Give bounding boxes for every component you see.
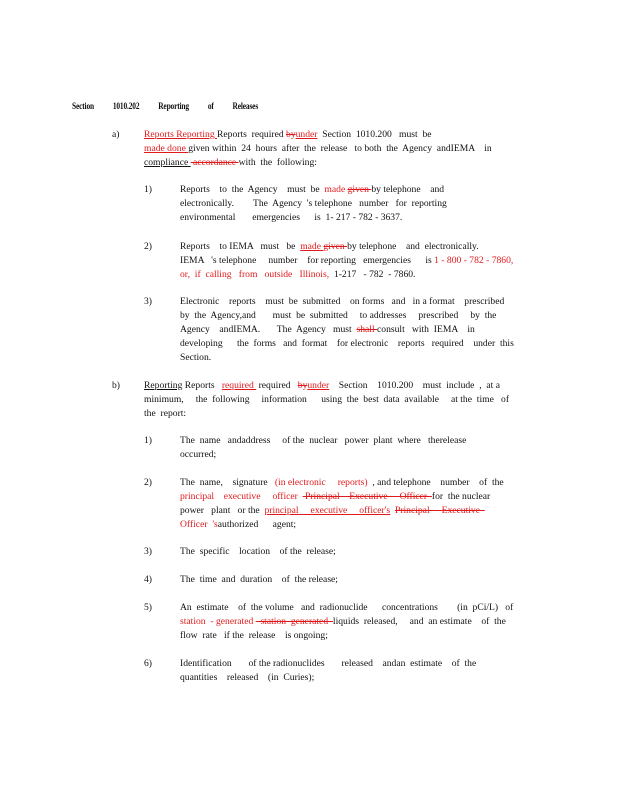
b-item-6-text bbox=[180, 657, 476, 685]
text-run: required bbox=[256, 380, 298, 391]
text-run: liquids released, and an estimate of the bbox=[332, 615, 506, 627]
heading-section-number: 1010.202 bbox=[112, 102, 140, 112]
b-item-4-label: 4) bbox=[144, 574, 152, 585]
text-run: developing the forms and format for electronic reports required under this bbox=[180, 337, 514, 349]
text-line bbox=[180, 545, 336, 559]
text-run: The time and duration of the release; bbox=[180, 574, 338, 585]
text-run: , and telephone number of the bbox=[367, 477, 504, 488]
text-run: Reporting bbox=[144, 380, 183, 391]
a-item-1-label: 1) bbox=[144, 184, 152, 195]
text-line bbox=[180, 448, 466, 462]
text-run: Section 1010.200 must include , at a bbox=[329, 380, 501, 391]
deleted-text: by bbox=[286, 129, 296, 140]
a-item-3-label: 3) bbox=[144, 296, 152, 307]
b-item-5-text bbox=[180, 601, 513, 643]
text-run: Reports required bbox=[217, 129, 287, 140]
text-line bbox=[180, 268, 513, 282]
text-line bbox=[180, 434, 466, 448]
b-item-1-label: 1) bbox=[144, 435, 152, 446]
text-line bbox=[144, 142, 492, 156]
deleted-text: Principal Executive Officer bbox=[302, 490, 432, 502]
text-run: consult with IEMA in bbox=[377, 323, 475, 335]
a-item-2-text bbox=[180, 240, 513, 282]
inserted-text: station - generated bbox=[180, 615, 256, 627]
text-line bbox=[180, 211, 447, 225]
b-item-2-label: 2) bbox=[144, 477, 152, 488]
text-run: minimum, the following information using the best data available at the time of bbox=[144, 393, 510, 405]
text-line bbox=[144, 393, 509, 407]
text-run: The specific location of the release; bbox=[180, 546, 336, 557]
text-run: Reports bbox=[182, 380, 222, 391]
text-line bbox=[180, 601, 513, 615]
b-item-1-text bbox=[180, 434, 466, 462]
deleted-text: station generated bbox=[255, 615, 333, 627]
text-run: electronically. The Agency 's telephone number for reporting bbox=[180, 197, 447, 209]
heading-section-word: Section bbox=[72, 102, 94, 112]
text-run: given within 24 hours after the release to both the Agency andIEMA in bbox=[188, 142, 492, 154]
text-line bbox=[180, 490, 504, 504]
text-line bbox=[180, 323, 514, 337]
b-item-3-label: 3) bbox=[144, 546, 152, 557]
para-a-label: a) bbox=[112, 129, 120, 140]
a-item-3-text bbox=[180, 295, 514, 365]
a-item-2-label: 2) bbox=[144, 241, 152, 252]
text-line bbox=[180, 657, 476, 671]
inserted-text: made done bbox=[144, 142, 189, 154]
text-run: IEMA 's telephone number for reporting emergencies is bbox=[180, 254, 435, 266]
b-item-4-text bbox=[180, 573, 338, 587]
text-run: The name andaddress of the nuclear power plant where therelease bbox=[180, 435, 467, 446]
deleted-text: given bbox=[347, 184, 372, 195]
text-line bbox=[180, 337, 514, 351]
text-run: Section 1010.200 must be bbox=[317, 129, 432, 140]
deleted-text: shall bbox=[356, 323, 378, 335]
heading-word-of: of bbox=[207, 102, 214, 112]
inserted-text: made bbox=[324, 184, 346, 195]
text-line bbox=[180, 629, 513, 643]
text-line bbox=[180, 351, 514, 365]
text-run: authorized agent; bbox=[217, 518, 297, 530]
deleted-text: by bbox=[297, 380, 308, 391]
text-line bbox=[180, 309, 514, 323]
text-run: power plant or the bbox=[180, 504, 265, 516]
text-run: flow rate if the release is ongoing; bbox=[180, 629, 328, 641]
inserted-text: under bbox=[307, 380, 330, 391]
b-item-5-label: 5) bbox=[144, 602, 152, 613]
inserted-text: (in electronic reports) bbox=[274, 477, 368, 488]
text-line bbox=[180, 197, 447, 211]
text-line bbox=[144, 128, 492, 142]
text-run: Agency andIEMA. The Agency must bbox=[180, 323, 357, 335]
text-line bbox=[144, 156, 492, 170]
inserted-text: made bbox=[300, 241, 324, 252]
text-run: The name, signature bbox=[180, 477, 275, 488]
text-run: An estimate of the volume and radionuclide concentrations (in pCi/L) of bbox=[180, 602, 514, 613]
text-run: 1-217 - 782 - 7860. bbox=[329, 268, 416, 280]
inserted-text: required bbox=[221, 380, 257, 391]
text-run: by telephone and bbox=[371, 184, 445, 195]
text-run: occurred; bbox=[180, 448, 217, 460]
text-line bbox=[180, 295, 514, 309]
text-line bbox=[180, 615, 513, 629]
a-item-1-text bbox=[180, 183, 447, 225]
text-run: Reports to IEMA must be bbox=[180, 241, 301, 252]
text-line bbox=[180, 240, 513, 254]
text-line bbox=[180, 183, 447, 197]
inserted-text: Reports Reporting bbox=[144, 129, 218, 140]
inserted-text: Officer 's bbox=[180, 518, 218, 530]
section-heading bbox=[72, 102, 275, 112]
inserted-text: or, if calling from outside Illinois, bbox=[180, 268, 330, 280]
text-line bbox=[180, 671, 476, 685]
text-run: Section. bbox=[180, 351, 212, 363]
text-run: quantities released (in Curies); bbox=[180, 671, 315, 683]
heading-word-reporting: Reporting bbox=[158, 102, 189, 112]
inserted-text: principal executive officer's bbox=[264, 504, 391, 516]
deleted-text: given bbox=[323, 241, 348, 252]
b-item-2-text bbox=[180, 476, 504, 532]
inserted-text: principal executive officer bbox=[180, 490, 303, 502]
text-run: by telephone and electronically. bbox=[347, 241, 479, 252]
para-b-label: b) bbox=[112, 380, 120, 391]
deleted-text: Principal Executive bbox=[394, 504, 485, 516]
inserted-text: under bbox=[295, 129, 318, 140]
text-run: the report: bbox=[144, 407, 187, 419]
text-line bbox=[180, 476, 504, 490]
text-run: Reports to the Agency must be bbox=[180, 184, 325, 195]
text-line bbox=[180, 573, 338, 587]
text-line bbox=[180, 254, 513, 268]
para-b-text bbox=[144, 379, 509, 421]
b-item-3-text bbox=[180, 545, 336, 559]
heading-word-releases: Releases bbox=[232, 102, 259, 112]
text-run: by the Agency,and must be submitted to addresses prescribed by the bbox=[180, 309, 497, 321]
inserted-text: 1 - 800 - 782 - 7860, bbox=[434, 254, 514, 266]
text-run: Electronic reports must be submitted on forms and in a format prescribed bbox=[180, 296, 505, 307]
text-run: for the nuclear bbox=[431, 490, 491, 502]
text-run: with the following: bbox=[238, 156, 317, 168]
text-line bbox=[180, 504, 504, 518]
b-item-6-label: 6) bbox=[144, 658, 152, 669]
para-a-text bbox=[144, 128, 492, 170]
text-run: compliance bbox=[144, 156, 191, 168]
text-line bbox=[144, 379, 509, 393]
text-run: Identification of the radionuclides released andan estimate of the bbox=[180, 658, 477, 669]
deleted-text: accordance bbox=[190, 156, 239, 168]
text-line bbox=[180, 518, 504, 532]
text-line bbox=[144, 407, 509, 421]
text-run: environmental emergencies is 1- 217 - 782 - 3637. bbox=[180, 211, 403, 223]
